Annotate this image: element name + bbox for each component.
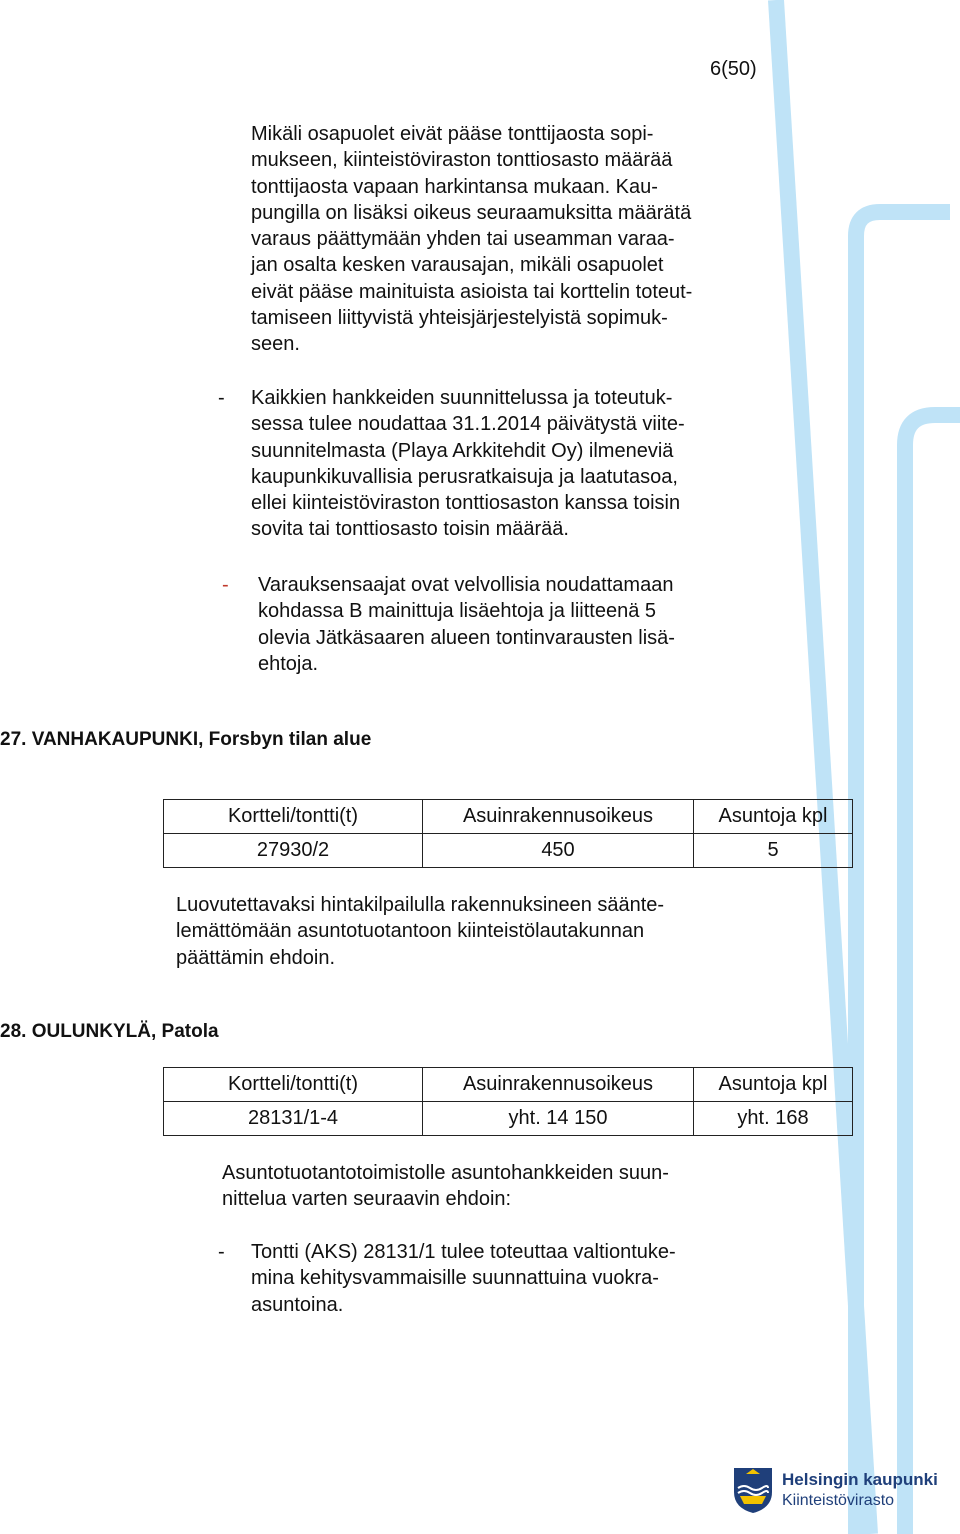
text-line: päättämin ehdoin.: [176, 946, 336, 969]
text-line: seen.: [251, 333, 300, 356]
text-line: Luovutettavaksi hintakilpailulla rakennuksineen sääntе-: [176, 894, 665, 916]
plot-table: [163, 1067, 853, 1136]
text-line: varaus päättymään yhden tai useamman varaa-: [251, 228, 675, 251]
bullet-item: [258, 572, 818, 677]
text-line: kohdassa B mainittuja lisäehtoja ja liitteenä 5: [258, 600, 657, 623]
section-heading: 28. OULUNKYLÄ, Patola: [0, 1021, 219, 1042]
bullet-item: [251, 385, 811, 543]
table-cell: yht. 168: [694, 1102, 853, 1136]
table-cell: 27930/2: [164, 834, 423, 868]
text-line: sessa tulee noudattaa 31.1.2014 päivätystä viite-: [251, 413, 685, 436]
text-line: jan osalta kesken varausajan, mikäli osapuolet: [251, 254, 664, 277]
plot-table: [163, 799, 853, 868]
logo-subtitle: Kiinteistövirasto: [782, 1492, 895, 1509]
text-line: Kaikkien hankkeiden suunnittelussa ja toteutuk-: [251, 387, 673, 409]
table-cell: 450: [423, 834, 694, 868]
table-row: [164, 834, 853, 868]
section-heading: 27. VANHAKAUPUNKI, Forsbyn tilan alue: [0, 729, 372, 750]
text-line: olevia Jätkäsaaren alueen tontinvarausten lisä-: [258, 626, 675, 649]
table-header-cell: Asuinrakennusoikeus: [423, 1068, 694, 1102]
text-line: Mikäli osapuolet eivät pääse tonttijaosta sopi-: [251, 123, 654, 145]
table-header-row: [164, 800, 853, 834]
table-header-cell: Kortteli/tontti(t): [164, 1068, 423, 1102]
text-line: sovita tai tonttiosasto toisin määrää.: [251, 518, 569, 541]
table-row: [164, 1102, 853, 1136]
table-header-cell: Asuinrakennusoikeus: [423, 800, 694, 834]
page-number: 6(50): [710, 58, 757, 80]
text-line: tonttijaosta vapaan harkintansa mukaan. Kau-: [251, 175, 658, 198]
table-header-row: [164, 1068, 853, 1102]
text-line: Varauksensaajat ovat velvollisia noudattamaan: [258, 574, 674, 596]
text-line: eivät pääse mainituista asioista tai korttelin toteut-: [251, 280, 693, 303]
text-line: Asuntotuotantotoimistolle asuntohankkeiden suun-: [222, 1162, 669, 1184]
bullet-dash: -: [222, 574, 229, 596]
table-cell: yht. 14 150: [423, 1102, 694, 1136]
helsinki-crest-icon: [732, 1466, 774, 1514]
text-line: mina kehitysvammaisille suunnattuina vuokra-: [251, 1267, 659, 1290]
text-line: nittelua varten seuraavin ehdoin:: [222, 1188, 512, 1211]
text-line: pungilla on lisäksi oikeus seuraamuksitta määrätä: [251, 201, 692, 224]
text-line: ehtoja.: [258, 652, 319, 675]
text-line: tamiseen liittyvistä yhteisjärjestelyistä sopimuk-: [251, 307, 668, 330]
table-header-cell: Kortteli/tontti(t): [164, 800, 423, 834]
text-line: Tontti (AKS) 28131/1 tulee toteuttaa valtiontuke-: [251, 1241, 676, 1263]
text-line: suunnitelmasta (Playa Arkkitehdit Oy) ilmeneviä: [251, 439, 674, 462]
text-line: asuntoina.: [251, 1293, 344, 1316]
text-line: mukseen, kiinteistöviraston tonttiosasto määrää: [251, 149, 673, 172]
table-header-cell: Asuntoja kpl: [694, 1068, 853, 1102]
text-line: lemättömään asuntotuotantoon kiinteistölautakunnan: [176, 920, 645, 943]
text-line: kaupunkikuvallisia perusratkaisuja ja laatutasoa,: [251, 465, 678, 488]
bullet-item: [251, 1239, 811, 1318]
text-line: ellei kiinteistöviraston tonttiosaston kanssa toisin: [251, 492, 681, 515]
table-cell: 28131/1-4: [164, 1102, 423, 1136]
bullet-dash: -: [218, 1241, 225, 1263]
intro-paragraph: [251, 121, 811, 358]
table-cell: 5: [694, 834, 853, 868]
table-header-cell: Asuntoja kpl: [694, 800, 853, 834]
section-paragraph: [176, 892, 776, 971]
section-paragraph: [222, 1160, 782, 1213]
logo-name: Helsingin kaupunki: [782, 1470, 938, 1489]
bullet-dash: -: [218, 387, 225, 409]
